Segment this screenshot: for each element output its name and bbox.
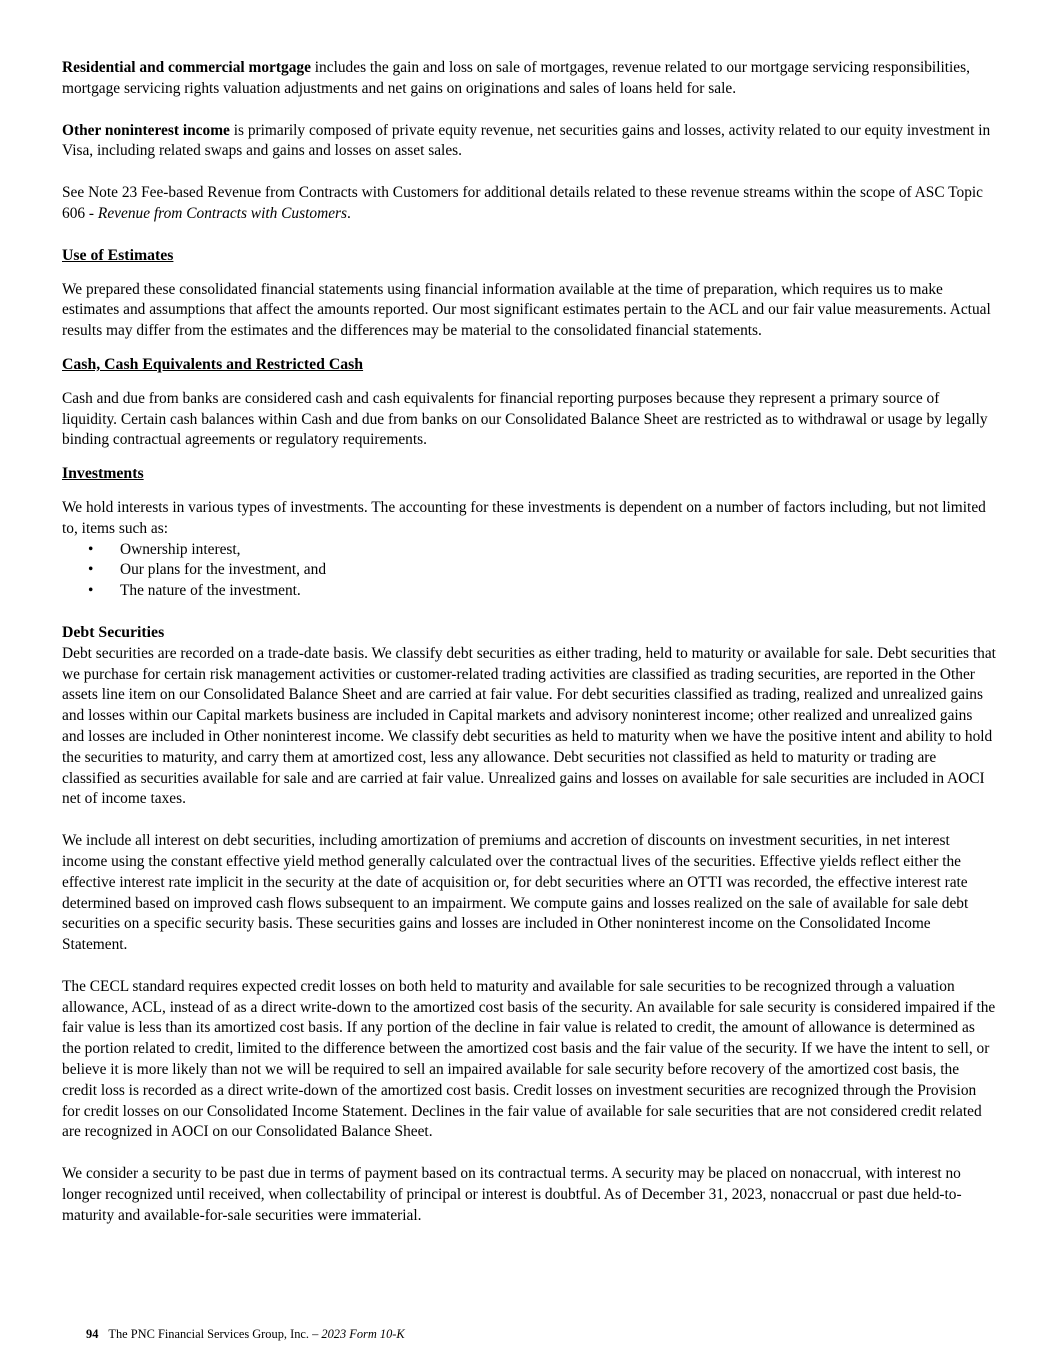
bullet-glyph: • <box>88 582 94 600</box>
mortgage-text: includes the gain and loss on sale of mortgages, revenue related to our mortgage servicing responsibilities, mortgage servicing rights valuation adjustments and net gains on originations and sales of loans held for sale. <box>62 59 970 97</box>
investment-factors-list <box>62 540 997 602</box>
page-number: 94 <box>86 1327 99 1341</box>
note-reference-end: . <box>347 204 351 222</box>
debt-securities-paragraph-1: Debt securities are recorded on a trade-date basis. We classify debt securities as either trading, held to maturity or available for sale. Debt securities that we purchase for certain risk management activities or customer-related trading activities are classified as trading securities, are reported in the Other assets line item on our Consolidated Balance Sheet and are carried at fair value. For debt securities classified as trading, realized and unrealized gains and losses within our Capital markets business are included in Capital markets and advisory noninterest income; other realized and unrealized gains and losses are included in Other noninterest income. We classify debt securities as held to maturity when we have the positive intent and ability to hold the securities to maturity, and carry them at amortized cost, less any allowance. Debt securities not classified as held to maturity or trading are classified as securities available for sale and are carried at fair value. Unrealized gains and losses on available for sale securities are included in AOCI net of income taxes. <box>62 644 996 808</box>
list-item-text: Our plans for the investment, and <box>120 561 327 579</box>
cash-heading: Cash, Cash Equivalents and Restricted Cash <box>62 355 364 373</box>
bullet-glyph: • <box>88 561 94 579</box>
mortgage-paragraph <box>62 58 997 100</box>
other-income-term: Other noninterest income <box>62 121 230 139</box>
cash-body: Cash and due from banks are considered cash and cash equivalents for financial reporting purposes because they represent a primary source of liquidity. Certain cash balances within Cash and due from banks on our Consolidated Balance Sheet are restricted as to withdrawal or usage by legally binding contractual agreements or regulatory requirements. <box>62 389 988 449</box>
list-item-text: The nature of the investment. <box>120 582 301 600</box>
note-reference-paragraph <box>62 183 997 225</box>
use-of-estimates-body: We prepared these consolidated financial statements using financial information available at the time of preparation, which requires us to make estimates and assumptions that affect the amounts reported. Our most significant estimates pertain to the ACL and our fair value measurements. Actual results may differ from the estimates and the differences may be material to the consolidated financial statements. <box>62 280 991 340</box>
debt-securities-paragraph-3: The CECL standard requires expected credit losses on both held to maturity and available for sale securities to be recognized through a valuation allowance, ACL, instead of as a direct write-down to the amortized cost basis of the security. An available for sale security is considered impaired if the fair value is less than its amortized cost basis. If any portion of the decline in fair value is related to credit, the amount of allowance is determined as the portion related to credit, limited to the difference between the amortized cost basis and the fair value of the security. If we have the intent to sell, or believe it is more likely than not we will be required to sell an impaired available for sale security before recovery of the amortized cost basis, the credit loss is recorded as a direct write-down of the amortized cost basis. Credit losses on investment securities are recognized through the Provision for credit losses on our Consolidated Income Statement. Declines in the fair value of available for sale securities that are not considered credit related are recognized in AOCI on our Consolidated Balance Sheet. <box>62 977 996 1141</box>
note-reference-text: See Note 23 Fee-based Revenue from Contracts with Customers for additional details related to these revenue streams within the scope of ASC Topic 606 - <box>62 184 983 222</box>
mortgage-term: Residential and commercial mortgage <box>62 59 311 76</box>
debt-securities-heading: Debt Securities <box>62 623 165 641</box>
other-income-paragraph <box>62 121 997 163</box>
list-item-text: Ownership interest, <box>120 540 241 558</box>
bullet-glyph: • <box>88 540 94 558</box>
page-footer <box>86 1326 405 1342</box>
footer-form: 2023 Form 10-K <box>321 1327 405 1341</box>
list-item <box>62 581 997 602</box>
list-item <box>62 540 997 561</box>
other-income-text: is primarily composed of private equity revenue, net securities gains and losses, activity related to our equity investment in Visa, including related swaps and gains and losses on asset sales. <box>62 121 991 160</box>
investments-intro: We hold interests in various types of investments. The accounting for these investments is dependent on a number of factors including, but not limited to, items such as: <box>62 498 986 537</box>
debt-securities-paragraph-4: We consider a security to be past due in terms of payment based on its contractual terms. A security may be placed on nonaccrual, with interest no longer recognized until received, when collectability of principal or interest is doubtful. As of December 31, 2023, nonaccrual or past due held-to-maturity and available-for-sale securities were immaterial. <box>62 1165 962 1224</box>
document-page <box>62 58 997 1227</box>
investments-heading: Investments <box>62 465 144 483</box>
list-item <box>62 560 997 581</box>
debt-securities-paragraph-2: We include all interest on debt securities, including amortization of premiums and accretion of discounts on investment securities, in net interest income using the constant effective yield method generally calculated over the contractual lives of the securities. Effective yields reflect either the effective interest rate implicit in the security at the date of acquisition or, for debt securities where an OTTI was recorded, the effective interest rate determined based on improved cash flows subsequent to an impairment. We compute gains and losses realized on the sale of available for sale debt securities on a specific security basis. These securities gains and losses are included in Other noninterest income on the Consolidated Income Statement. <box>62 832 969 954</box>
note-reference-italic: Revenue from Contracts with Customers <box>97 204 348 222</box>
footer-company: The PNC Financial Services Group, Inc. – <box>108 1327 322 1341</box>
use-of-estimates-heading: Use of Estimates <box>62 246 174 264</box>
